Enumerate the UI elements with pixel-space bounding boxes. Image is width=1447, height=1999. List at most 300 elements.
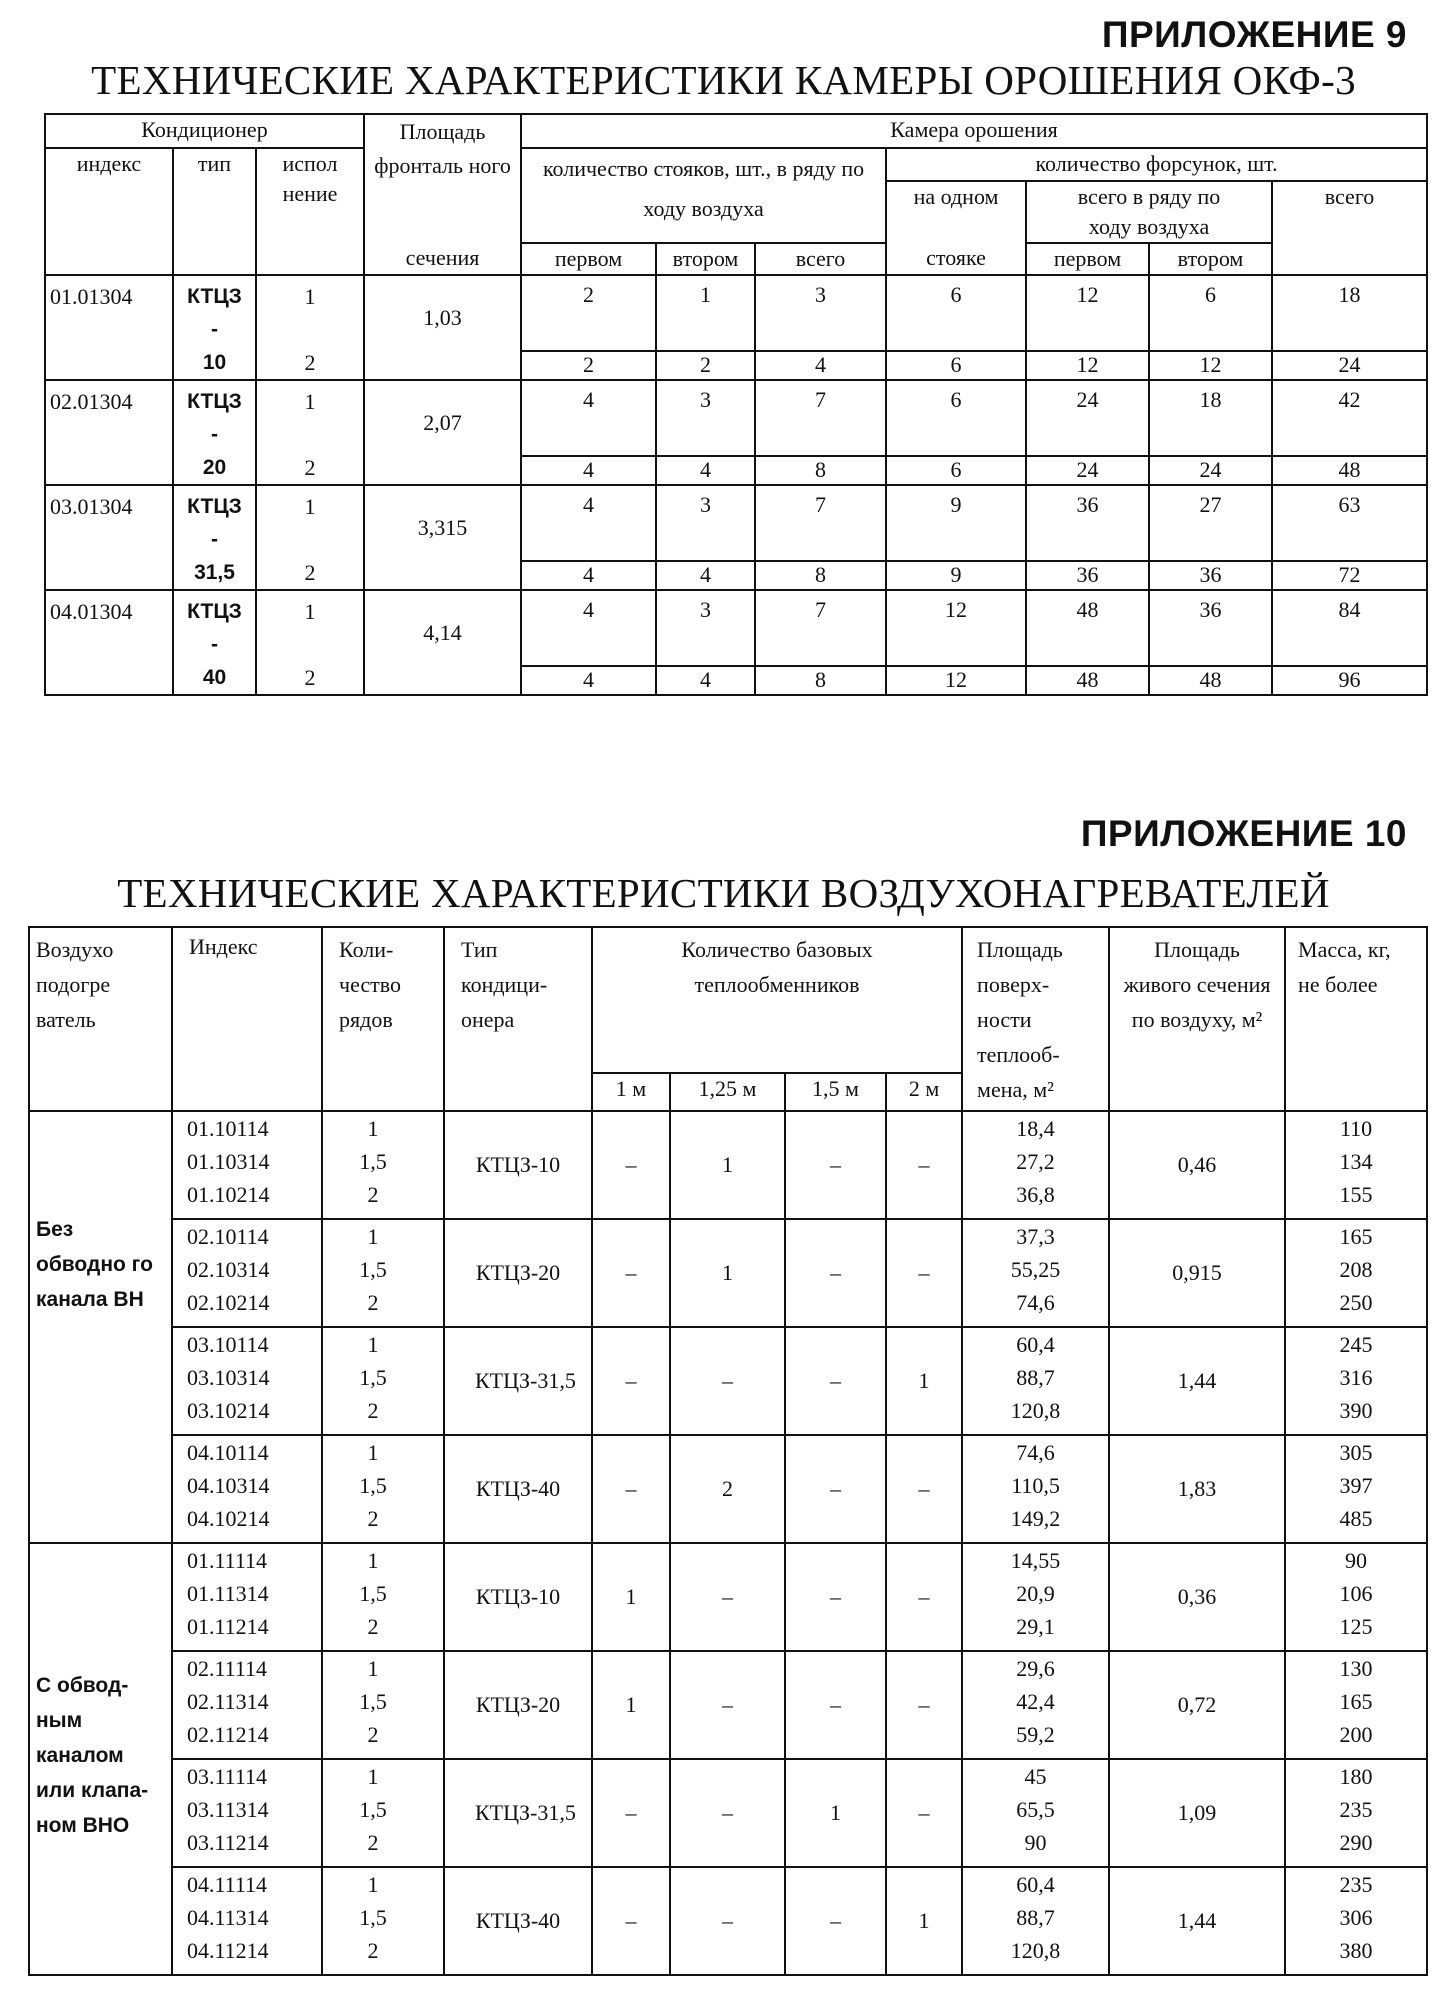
rows-value: 2 bbox=[367, 1398, 379, 1423]
surface-value: 60,4 bbox=[1016, 1872, 1055, 1897]
exchanger-count: – bbox=[670, 1543, 785, 1651]
index-value: 01.10314 bbox=[187, 1149, 270, 1174]
mass-value: 180 bbox=[1339, 1764, 1373, 1789]
exchanger-count: – bbox=[785, 1435, 886, 1543]
surface-value: 27,2 bbox=[1016, 1149, 1055, 1174]
mass-value: 125 bbox=[1339, 1614, 1373, 1639]
mass-value: 110 bbox=[1339, 1116, 1373, 1141]
exchanger-count: 1 bbox=[886, 1327, 962, 1435]
type-cell bbox=[173, 275, 256, 380]
rows-value: 2 bbox=[367, 1506, 379, 1531]
exchanger-count: – bbox=[785, 1651, 886, 1759]
type-prefix: КТЦЗ bbox=[187, 390, 242, 413]
execution-1: 1 bbox=[304, 494, 316, 519]
value-cell: 9 bbox=[886, 485, 1026, 561]
type-number: 20 bbox=[202, 456, 227, 479]
value-cell: 4 bbox=[521, 590, 656, 666]
index-cell: 01.01304 bbox=[45, 275, 173, 380]
value-cell: 7 bbox=[755, 485, 886, 561]
exchanger-count: – bbox=[785, 1867, 886, 1975]
rows-list bbox=[322, 1543, 444, 1651]
type-prefix: КТЦЗ bbox=[187, 600, 242, 623]
value-cell: 4 bbox=[521, 380, 656, 456]
type-dash: - bbox=[211, 633, 218, 656]
header-mass: Масса, кг, не более bbox=[1285, 927, 1427, 1111]
value-cell: 48 bbox=[1026, 590, 1149, 666]
header-index: индекс bbox=[45, 148, 173, 275]
appendix-9-title: ТЕХНИЧЕСКИЕ ХАРАКТЕРИСТИКИ КАМЕРЫ ОРОШЕНИЯ ОКФ-3 bbox=[91, 57, 1356, 103]
rows-value: 1,5 bbox=[359, 1905, 387, 1930]
rows-value: 1,5 bbox=[359, 1257, 387, 1282]
exchanger-count: – bbox=[886, 1111, 962, 1219]
rows-value: 1 bbox=[367, 1332, 379, 1357]
mass-value: 305 bbox=[1339, 1440, 1373, 1465]
surface-value: 55,25 bbox=[1010, 1257, 1061, 1282]
index-cell: 03.01304 bbox=[45, 485, 173, 590]
exchanger-count: 2 bbox=[670, 1435, 785, 1543]
header-all: всего bbox=[755, 243, 886, 275]
mass-value: 397 bbox=[1339, 1473, 1373, 1498]
header-free-area: Площадь живого сечения по воздуху, м² bbox=[1109, 927, 1285, 1111]
index-value: 02.11214 bbox=[187, 1722, 269, 1747]
execution-cell bbox=[256, 590, 364, 695]
header-2m: 2 м bbox=[886, 1073, 962, 1111]
value-cell: 96 bbox=[1272, 666, 1427, 695]
surface-value: 74,6 bbox=[1016, 1440, 1055, 1465]
exchanger-count: 1 bbox=[886, 1867, 962, 1975]
rows-value: 1,5 bbox=[359, 1365, 387, 1390]
value-cell: 36 bbox=[1149, 590, 1272, 666]
type-number: 40 bbox=[202, 666, 227, 689]
surface-value: 42,4 bbox=[1016, 1689, 1055, 1714]
index-list bbox=[172, 1759, 322, 1867]
mass-value: 155 bbox=[1339, 1182, 1373, 1207]
surface-list bbox=[962, 1327, 1109, 1435]
value-cell: 6 bbox=[1149, 275, 1272, 351]
surface-value: 149,2 bbox=[1010, 1506, 1061, 1531]
value-cell: 4 bbox=[521, 561, 656, 590]
mass-value: 235 bbox=[1339, 1797, 1373, 1822]
surface-value: 110,5 bbox=[1011, 1473, 1060, 1498]
index-value: 04.11114 bbox=[187, 1872, 268, 1897]
type-cell bbox=[173, 380, 256, 485]
header-risers: количество стояков, шт., в ряду по ходу воздуха bbox=[521, 148, 886, 243]
free-area-value: 1,44 bbox=[1109, 1327, 1285, 1435]
header-1-5m: 1,5 м bbox=[785, 1073, 886, 1111]
mass-list bbox=[1285, 1435, 1427, 1543]
conditioner-type: КТЦЗ-40 bbox=[444, 1867, 592, 1975]
value-cell: 6 bbox=[886, 456, 1026, 485]
index-value: 03.11314 bbox=[187, 1797, 269, 1822]
area-cell: 4,14 bbox=[364, 590, 521, 695]
value-cell: 8 bbox=[755, 456, 886, 485]
value-cell: 24 bbox=[1149, 456, 1272, 485]
value-cell: 8 bbox=[755, 666, 886, 695]
index-value: 04.11214 bbox=[187, 1938, 269, 1963]
value-cell: 18 bbox=[1272, 275, 1427, 351]
header-1m: 1 м bbox=[592, 1073, 670, 1111]
value-cell: 24 bbox=[1272, 351, 1427, 380]
index-value: 04.10114 bbox=[187, 1440, 269, 1465]
surface-value: 45 bbox=[1024, 1764, 1047, 1789]
mass-value: 316 bbox=[1339, 1365, 1373, 1390]
header-first-nozzles: первом bbox=[1026, 243, 1149, 275]
surface-list bbox=[962, 1435, 1109, 1543]
header-chamber: Камера орошения bbox=[521, 114, 1427, 148]
surface-value: 90 bbox=[1024, 1830, 1047, 1855]
rows-value: 2 bbox=[367, 1722, 379, 1747]
value-cell: 48 bbox=[1149, 666, 1272, 695]
type-prefix: КТЦЗ bbox=[187, 495, 242, 518]
free-area-value: 0,72 bbox=[1109, 1651, 1285, 1759]
surface-list bbox=[962, 1543, 1109, 1651]
mass-list bbox=[1285, 1543, 1427, 1651]
rows-value: 1 bbox=[367, 1656, 379, 1681]
index-value: 01.10214 bbox=[187, 1182, 270, 1207]
value-cell: 36 bbox=[1026, 561, 1149, 590]
rows-value: 1 bbox=[367, 1440, 379, 1465]
index-value: 04.11314 bbox=[187, 1905, 269, 1930]
surface-value: 88,7 bbox=[1016, 1905, 1055, 1930]
air-heaters-table bbox=[28, 926, 1428, 1976]
rows-value: 1 bbox=[367, 1872, 379, 1897]
surface-value: 14,55 bbox=[1010, 1548, 1061, 1573]
header-type: тип bbox=[173, 148, 256, 275]
appendix-9-label: ПРИЛОЖЕНИЕ 9 bbox=[1101, 14, 1407, 55]
mass-value: 90 bbox=[1345, 1548, 1368, 1573]
index-value: 03.10314 bbox=[187, 1365, 270, 1390]
execution-2: 2 bbox=[304, 455, 316, 480]
value-cell: 48 bbox=[1026, 666, 1149, 695]
header-rows: Коли- чество рядов bbox=[322, 927, 444, 1111]
mass-value: 200 bbox=[1339, 1722, 1373, 1747]
rows-list bbox=[322, 1111, 444, 1219]
surface-value: 29,6 bbox=[1016, 1656, 1055, 1681]
exchanger-count: – bbox=[785, 1543, 886, 1651]
value-cell: 84 bbox=[1272, 590, 1427, 666]
area-cell: 3,315 bbox=[364, 485, 521, 590]
value-cell: 18 bbox=[1149, 380, 1272, 456]
index-value: 02.11314 bbox=[187, 1689, 269, 1714]
mass-list bbox=[1285, 1867, 1427, 1975]
rows-value: 1 bbox=[367, 1224, 379, 1249]
appendix-10-label: ПРИЛОЖЕНИЕ 10 bbox=[1080, 813, 1407, 854]
value-cell: 6 bbox=[886, 380, 1026, 456]
mass-list bbox=[1285, 1111, 1427, 1219]
index-list bbox=[172, 1111, 322, 1219]
free-area-value: 0,46 bbox=[1109, 1111, 1285, 1219]
index-cell: 04.01304 bbox=[45, 590, 173, 695]
surface-value: 20,9 bbox=[1016, 1581, 1055, 1606]
exchanger-count: – bbox=[592, 1327, 670, 1435]
value-cell: 4 bbox=[521, 666, 656, 695]
index-value: 01.11314 bbox=[187, 1581, 269, 1606]
header-total-nozzles: всего bbox=[1272, 181, 1427, 275]
rows-list bbox=[322, 1651, 444, 1759]
free-area-value: 1,44 bbox=[1109, 1867, 1285, 1975]
rows-list bbox=[322, 1867, 444, 1975]
mass-value: 165 bbox=[1339, 1224, 1373, 1249]
index-value: 03.10214 bbox=[187, 1398, 270, 1423]
mass-value: 485 bbox=[1339, 1506, 1373, 1531]
mass-value: 106 bbox=[1339, 1581, 1373, 1606]
value-cell: 7 bbox=[755, 590, 886, 666]
exchanger-count: – bbox=[886, 1759, 962, 1867]
header-total-in-row: всего в ряду по ходу воздуха bbox=[1026, 181, 1272, 243]
type-cell bbox=[173, 485, 256, 590]
surface-value: 65,5 bbox=[1016, 1797, 1055, 1822]
mass-value: 208 bbox=[1339, 1257, 1373, 1282]
area-cell: 1,03 bbox=[364, 275, 521, 380]
type-prefix: КТЦЗ bbox=[187, 285, 242, 308]
index-list bbox=[172, 1327, 322, 1435]
mass-list bbox=[1285, 1759, 1427, 1867]
exchanger-count: – bbox=[670, 1651, 785, 1759]
rows-value: 1 bbox=[367, 1116, 379, 1141]
surface-value: 120,8 bbox=[1010, 1938, 1061, 1963]
execution-cell bbox=[256, 485, 364, 590]
header-base-exchangers: Количество базовых теплообменников bbox=[592, 927, 962, 1073]
value-cell: 2 bbox=[521, 275, 656, 351]
rows-value: 2 bbox=[367, 1938, 379, 1963]
index-list bbox=[172, 1435, 322, 1543]
mass-list bbox=[1285, 1651, 1427, 1759]
exchanger-count: – bbox=[785, 1219, 886, 1327]
header-riser: стояке bbox=[886, 243, 1026, 275]
rows-value: 1 bbox=[367, 1764, 379, 1789]
rows-value: 1,5 bbox=[359, 1473, 387, 1498]
header-area: Площадь фронталь ного bbox=[364, 114, 521, 243]
execution-1: 1 bbox=[304, 599, 316, 624]
exchanger-count: – bbox=[785, 1111, 886, 1219]
conditioner-type: КТЦЗ-40 bbox=[444, 1435, 592, 1543]
exchanger-count: – bbox=[592, 1219, 670, 1327]
value-cell: 12 bbox=[1026, 351, 1149, 380]
surface-value: 36,8 bbox=[1016, 1182, 1055, 1207]
value-cell: 42 bbox=[1272, 380, 1427, 456]
mass-list bbox=[1285, 1219, 1427, 1327]
index-value: 01.11214 bbox=[187, 1614, 269, 1639]
exchanger-count: 1 bbox=[670, 1219, 785, 1327]
rows-value: 1 bbox=[367, 1548, 379, 1573]
type-dash: - bbox=[211, 318, 218, 341]
mass-value: 134 bbox=[1339, 1149, 1373, 1174]
surface-value: 59,2 bbox=[1016, 1722, 1055, 1747]
value-cell: 63 bbox=[1272, 485, 1427, 561]
index-value: 02.10214 bbox=[187, 1290, 270, 1315]
index-list bbox=[172, 1867, 322, 1975]
header-index: Индекс bbox=[172, 927, 322, 1111]
value-cell: 3 bbox=[656, 380, 755, 456]
index-value: 01.11114 bbox=[187, 1548, 268, 1573]
conditioner-type: КТЦЗ-20 bbox=[444, 1651, 592, 1759]
value-cell: 1 bbox=[656, 275, 755, 351]
value-cell: 24 bbox=[1026, 456, 1149, 485]
exchanger-count: – bbox=[886, 1435, 962, 1543]
heater-section-label: С обвод- ным каналом или клапа- ном ВНО bbox=[29, 1543, 172, 1975]
value-cell: 4 bbox=[656, 666, 755, 695]
value-cell: 24 bbox=[1026, 380, 1149, 456]
header-second: втором bbox=[656, 243, 755, 275]
value-cell: 12 bbox=[1149, 351, 1272, 380]
conditioner-type: КТЦЗ-31,5 bbox=[444, 1759, 592, 1867]
exchanger-count: – bbox=[886, 1219, 962, 1327]
header-execution: испол нение bbox=[256, 148, 364, 275]
mass-value: 165 bbox=[1339, 1689, 1373, 1714]
mass-value: 245 bbox=[1339, 1332, 1373, 1357]
value-cell: 6 bbox=[886, 351, 1026, 380]
execution-cell bbox=[256, 380, 364, 485]
rows-list bbox=[322, 1435, 444, 1543]
irrigation-chamber-table bbox=[44, 113, 1428, 696]
mass-value: 235 bbox=[1339, 1872, 1373, 1897]
header-1-25m: 1,25 м bbox=[670, 1073, 785, 1111]
mass-value: 380 bbox=[1339, 1938, 1373, 1963]
index-list bbox=[172, 1219, 322, 1327]
surface-value: 120,8 bbox=[1010, 1398, 1061, 1423]
exchanger-count: – bbox=[670, 1759, 785, 1867]
value-cell: 12 bbox=[886, 590, 1026, 666]
execution-1: 1 bbox=[304, 389, 316, 414]
value-cell: 2 bbox=[521, 351, 656, 380]
free-area-value: 0,915 bbox=[1109, 1219, 1285, 1327]
index-value: 03.10114 bbox=[187, 1332, 269, 1357]
value-cell: 6 bbox=[886, 275, 1026, 351]
rows-value: 2 bbox=[367, 1182, 379, 1207]
value-cell: 7 bbox=[755, 380, 886, 456]
index-value: 01.10114 bbox=[187, 1116, 269, 1141]
value-cell: 36 bbox=[1149, 561, 1272, 590]
value-cell: 4 bbox=[521, 485, 656, 561]
value-cell: 4 bbox=[656, 456, 755, 485]
rows-value: 2 bbox=[367, 1290, 379, 1315]
exchanger-count: – bbox=[785, 1327, 886, 1435]
execution-2: 2 bbox=[304, 560, 316, 585]
exchanger-count: – bbox=[592, 1867, 670, 1975]
header-on-one: на одном bbox=[886, 181, 1026, 243]
exchanger-count: – bbox=[592, 1435, 670, 1543]
exchanger-count: 1 bbox=[670, 1111, 785, 1219]
exchanger-count: – bbox=[886, 1651, 962, 1759]
rows-value: 1,5 bbox=[359, 1581, 387, 1606]
value-cell: 4 bbox=[656, 561, 755, 590]
execution-cell bbox=[256, 275, 364, 380]
rows-value: 1,5 bbox=[359, 1797, 387, 1822]
header-nozzles: количество форсунок, шт. bbox=[886, 148, 1427, 181]
index-value: 04.10314 bbox=[187, 1473, 270, 1498]
type-cell bbox=[173, 590, 256, 695]
index-list bbox=[172, 1651, 322, 1759]
free-area-value: 0,36 bbox=[1109, 1543, 1285, 1651]
value-cell: 48 bbox=[1272, 456, 1427, 485]
mass-list bbox=[1285, 1327, 1427, 1435]
mass-value: 130 bbox=[1339, 1656, 1373, 1681]
index-cell: 02.01304 bbox=[45, 380, 173, 485]
header-heater: Воздухо подогре ватель bbox=[29, 927, 172, 1111]
index-value: 02.10314 bbox=[187, 1257, 270, 1282]
exchanger-count: – bbox=[670, 1867, 785, 1975]
value-cell: 8 bbox=[755, 561, 886, 590]
surface-list bbox=[962, 1111, 1109, 1219]
surface-list bbox=[962, 1759, 1109, 1867]
type-dash: - bbox=[211, 528, 218, 551]
surface-value: 29,1 bbox=[1016, 1614, 1055, 1639]
header-conditioner-type: Тип кондици- онера bbox=[444, 927, 592, 1111]
mass-value: 290 bbox=[1339, 1830, 1373, 1855]
surface-list bbox=[962, 1651, 1109, 1759]
index-value: 02.11114 bbox=[187, 1656, 268, 1681]
rows-value: 1,5 bbox=[359, 1689, 387, 1714]
heater-section-label: Без обводно го канала ВН bbox=[29, 1111, 172, 1543]
type-number: 31,5 bbox=[194, 561, 235, 584]
value-cell: 9 bbox=[886, 561, 1026, 590]
index-value: 03.11114 bbox=[187, 1764, 268, 1789]
value-cell: 4 bbox=[755, 351, 886, 380]
rows-value: 1,5 bbox=[359, 1149, 387, 1174]
header-conditioner: Кондиционер bbox=[45, 114, 364, 148]
area-cell: 2,07 bbox=[364, 380, 521, 485]
header-area-section: сечения bbox=[364, 243, 521, 275]
value-cell: 3 bbox=[656, 590, 755, 666]
index-value: 03.11214 bbox=[187, 1830, 269, 1855]
value-cell: 27 bbox=[1149, 485, 1272, 561]
exchanger-count: 1 bbox=[592, 1651, 670, 1759]
conditioner-type: КТЦЗ-20 bbox=[444, 1219, 592, 1327]
execution-2: 2 bbox=[304, 350, 316, 375]
mass-value: 250 bbox=[1339, 1290, 1373, 1315]
value-cell: 3 bbox=[755, 275, 886, 351]
surface-value: 37,3 bbox=[1016, 1224, 1055, 1249]
exchanger-count: 1 bbox=[785, 1759, 886, 1867]
surface-list bbox=[962, 1219, 1109, 1327]
rows-list bbox=[322, 1759, 444, 1867]
mass-value: 390 bbox=[1339, 1398, 1373, 1423]
mass-value: 306 bbox=[1339, 1905, 1373, 1930]
surface-value: 74,6 bbox=[1016, 1290, 1055, 1315]
header-surface: Площадь поверх- ности теплооб- мена, м² bbox=[962, 927, 1109, 1111]
value-cell: 3 bbox=[656, 485, 755, 561]
free-area-value: 1,09 bbox=[1109, 1759, 1285, 1867]
rows-value: 2 bbox=[367, 1830, 379, 1855]
value-cell: 12 bbox=[886, 666, 1026, 695]
exchanger-count: 1 bbox=[592, 1543, 670, 1651]
conditioner-type: КТЦЗ-10 bbox=[444, 1543, 592, 1651]
type-number: 10 bbox=[202, 351, 227, 374]
value-cell: 4 bbox=[521, 456, 656, 485]
type-dash: - bbox=[211, 423, 218, 446]
rows-list bbox=[322, 1327, 444, 1435]
index-value: 04.10214 bbox=[187, 1506, 270, 1531]
value-cell: 72 bbox=[1272, 561, 1427, 590]
execution-2: 2 bbox=[304, 665, 316, 690]
surface-list bbox=[962, 1867, 1109, 1975]
rows-value: 2 bbox=[367, 1614, 379, 1639]
header-second-nozzles: втором bbox=[1149, 243, 1272, 275]
header-first: первом bbox=[521, 243, 656, 275]
value-cell: 12 bbox=[1026, 275, 1149, 351]
exchanger-count: – bbox=[592, 1759, 670, 1867]
value-cell: 2 bbox=[656, 351, 755, 380]
exchanger-count: – bbox=[670, 1327, 785, 1435]
appendix-10-title: ТЕХНИЧЕСКИЕ ХАРАКТЕРИСТИКИ ВОЗДУХОНАГРЕВАТЕЛЕЙ bbox=[117, 870, 1330, 916]
exchanger-count: – bbox=[592, 1111, 670, 1219]
rows-list bbox=[322, 1219, 444, 1327]
surface-value: 60,4 bbox=[1016, 1332, 1055, 1357]
execution-1: 1 bbox=[304, 284, 316, 309]
free-area-value: 1,83 bbox=[1109, 1435, 1285, 1543]
surface-value: 88,7 bbox=[1016, 1365, 1055, 1390]
conditioner-type: КТЦЗ-31,5 bbox=[444, 1327, 592, 1435]
